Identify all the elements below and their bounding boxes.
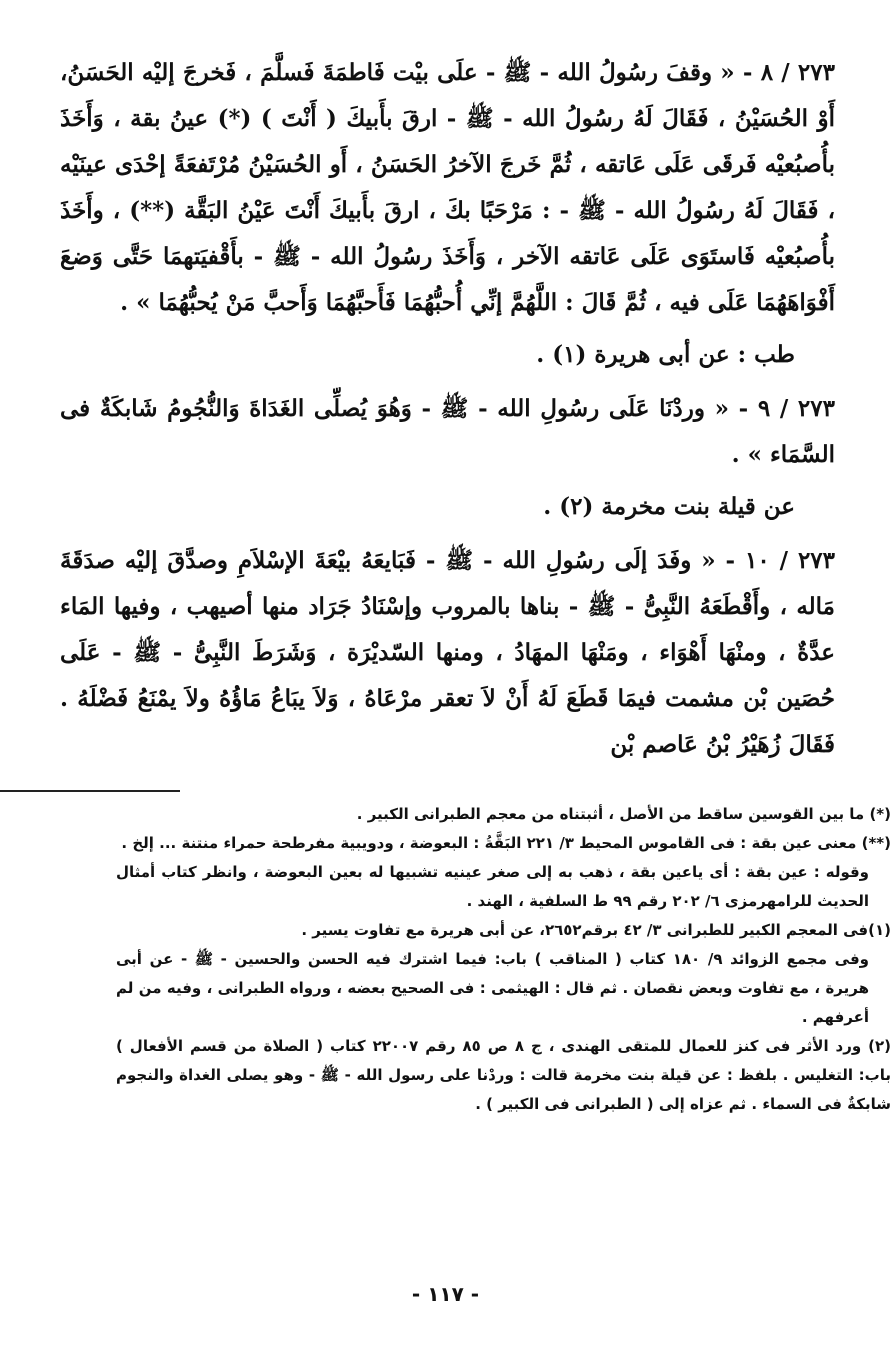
footnote: (١)فى المعجم الكبير للطبرانى ٣/ ٤٢ برقم٢٦٥٢، عن أبى هريرة مع تفاوت يسير . — [301, 921, 891, 939]
hadith-10 — [60, 538, 835, 768]
hadith-text: « وقفَ رسُولُ الله - ﷺ - علَى بيْت فَاطمَةَ فَسلَّمَ ، فَخرجَ إليْه الحَسَنُ، أَوْ الحُسَيْنُ ، فَقَالَ لَهُ رسُولُ الله - ﷺ - ارقَ بأَبيكَ ( أَنْتَ ) (*) عينُ بقة ، وَأَخَذَ بأُصبُعيْه فَرقَى عَلَى عَاتقه ، ثُمَّ خَرجَ الآخرُ الحَسَنُ ، أَو الحُسَيْنُ مُرْتَفعَةً إحْدَى عينَيْه ، فَقَالَ لَهُ رسُولُ الله - ﷺ - : مَرْحَبًا بكَ ، ارقَ بأَبيكَ أَنْتَ عَيْنُ البَقَّة (**) ، وأَخَذَ بأُصبُعيْه فَاستَوَى عَلَى عَاتقه الآخر ، وَأَخَذَ رسُولُ الله - ﷺ - بأَقْفيَتهمَا حَتَّى وَضعَ أَفْوَاهَهُمَا عَلَى فيه ، ثُمَّ قَالَ : اللَّهُمَّ إنِّي أُحبُّهُمَا فَأَحبَّهُمَا وَأَحبَّ مَنْ يُحبُّهُمَا » . — [60, 59, 835, 316]
hadith-text: « وفَدَ إلَى رسُولِ الله - ﷺ - فَبَايعَهُ بيْعَةَ الإسْلاَمِ وصدَّقَ إليْه صدَقَةَ مَاله ، وأَقْطَعَهُ النَّبِىُّ - ﷺ - بناها بالمروب وإسْنَادُ جَرَاد منها أصيهب ، وفيها المَاء عدَّةٌ ، ومنْهَا أَهْوَاء ، ومَنْهَا المهَادُ ، ومنها السّديْرَة ، وَشَرَطَ النَّبِىُّ - ﷺ - عَلَى حُصَين بْن مشمت فيمَا قَطَعَ لَهُ أَنْ لاَ تعقر مرْعَاهُ ، وَلاَ يبَاعُ مَاؤُهُ ولاَ يمْنَعُ فَضْلَهُ . فَقَالَ زُهَيْرُ بْنُ عَاصم بْن — [60, 547, 835, 758]
hadith-source: عن قيلة بنت مخرمة (٢) . — [543, 493, 795, 520]
hadith-number: ٢٧٣ / ١٠ - — [725, 547, 836, 574]
footnote: (*) ما بين القوسين ساقط من الأصل ، أثبتناه من معجم الطبرانى الكبير . — [356, 805, 891, 823]
hadith-number: ٢٧٣ / ٩ - — [738, 395, 835, 422]
footnote-continuation: وفى مجمع الزوائد ٩/ ١٨٠ كتاب ( المناقب ) باب: فيما اشترك فيه الحسن والحسين - ﷺ - عن أبى هريرة ، مع تفاوت وبعض نقصان . ثم قال : الهيثمى : فى الصحيح بعضه ، ورواه الطبرانى ، وفيه من لم أعرفهم . — [116, 950, 869, 1026]
hadith-number: ٢٧٣ / ٨ - — [742, 59, 835, 86]
footnotes — [116, 800, 891, 1119]
footnote: (٢) ورد الأثر فى كنز للعمال للمتقى الهندى ، ج ٨ ص ٨٥ رقم ٢٢٠٠٧ كتاب ( الصلاة من قسم الأفعال ) باب: التغليس . بلفظ : عن قيلة بنت مخرمة قالت : وردْنا على رسول الله - ﷺ - وهو يصلى الغداة والنجوم شابكةٌ فى السماء . ثم عزاه إلى ( الطبرانى فى الكبير ) . — [116, 1037, 891, 1113]
footnote-divider — [0, 790, 180, 792]
page-body — [60, 50, 835, 774]
page-number: - ١١٧ - — [411, 1282, 480, 1306]
hadith-9 — [60, 386, 835, 478]
footnote: (**) معنى عين بقة : فى القاموس المحيط ٣/ ٢٢١ البَقَّةُ : البعوضة ، ودويبية مفرطحة حمراء منتنة ... إلخ . — [121, 834, 891, 852]
footnote-continuation: وقوله : عين بقة : أى ياعين بقة ، ذهب به إلى صغر عينيه تشبيها له بعين البعوضة ، وانظر كتاب أمثال الحديث للرامهرمزى ٦/ ٢٠٢ رقم ٩٩ ط السلفية ، الهند . — [116, 863, 869, 910]
main-text — [60, 50, 835, 768]
hadith-source: طب : عن أبى هريرة (١) . — [536, 341, 795, 368]
hadith-text: « وردْنَا عَلَى رسُولِ الله - ﷺ - وَهُوَ يُصلِّى الغَدَاةَ وَالنُّجُومُ شَابكَةٌ فى السَّمَاء » . — [60, 395, 835, 468]
hadith-8 — [60, 50, 835, 326]
